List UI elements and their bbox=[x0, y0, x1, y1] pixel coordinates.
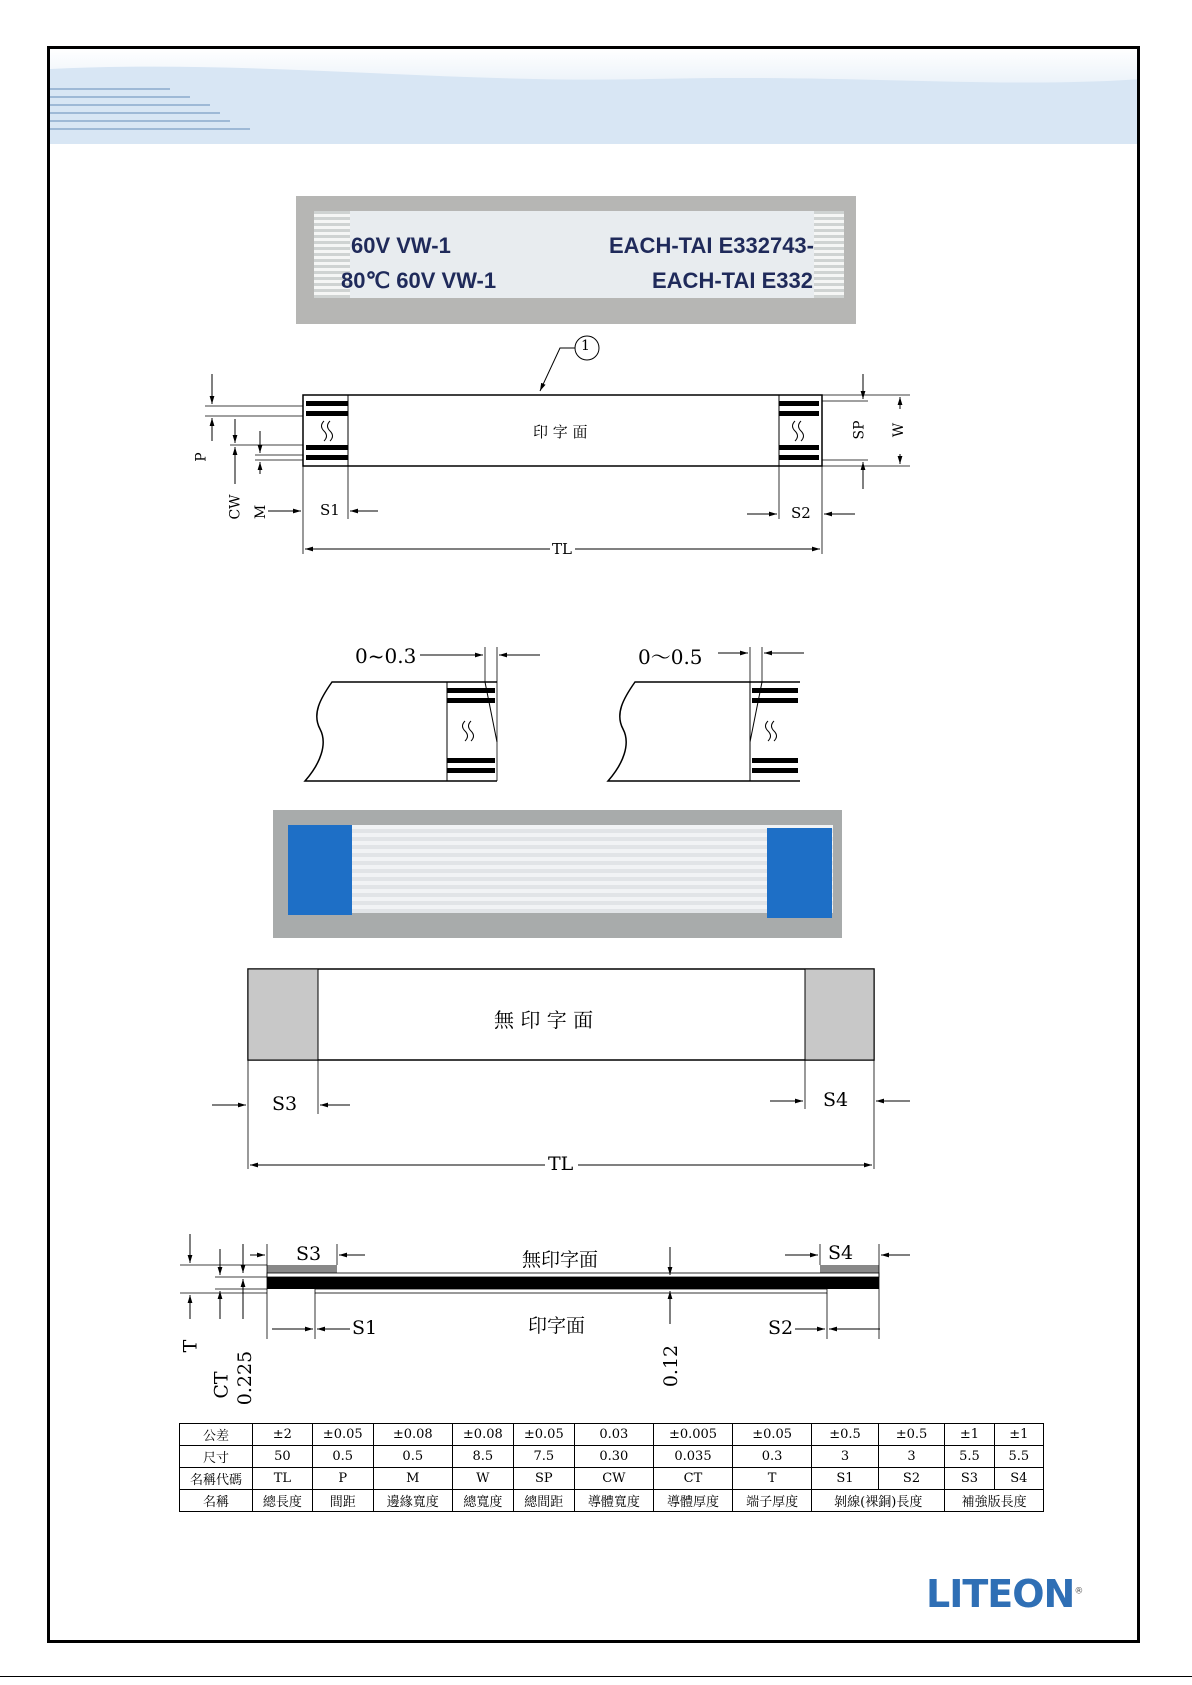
cs-label-S2: S2 bbox=[768, 1317, 794, 1339]
label-S3: S3 bbox=[272, 1093, 298, 1115]
spec-cell: ±0.5 bbox=[878, 1424, 945, 1446]
spec-cell: 3 bbox=[812, 1446, 879, 1468]
spec-cell: 0.035 bbox=[653, 1446, 732, 1468]
label-W: W bbox=[891, 422, 908, 438]
spec-cell: 50 bbox=[253, 1446, 313, 1468]
print-side-label: 印 字 面 bbox=[533, 423, 588, 441]
cs-print-label: 印字面 bbox=[528, 1315, 586, 1337]
spec-cell: 0.3 bbox=[733, 1446, 812, 1468]
print-line-3: 80℃ 60V VW-1 bbox=[341, 268, 497, 293]
spec-cell: M bbox=[373, 1468, 452, 1490]
footer-band bbox=[50, 49, 1140, 144]
label-S4: S4 bbox=[823, 1089, 849, 1111]
spec-name-cell: 邊緣寬度 bbox=[373, 1490, 452, 1512]
cs-label-T: T bbox=[179, 1339, 202, 1353]
liteon-logo-footer: LITEON® bbox=[926, 1572, 1084, 1616]
spec-cell: ±0.5 bbox=[812, 1424, 879, 1446]
spec-cell: S2 bbox=[878, 1468, 945, 1490]
cs-label-S4: S4 bbox=[828, 1242, 854, 1264]
label-P: P bbox=[193, 452, 210, 462]
spec-cell: 5.5 bbox=[945, 1446, 994, 1468]
spec-cell: T bbox=[733, 1468, 812, 1490]
label-S2: S2 bbox=[791, 504, 811, 522]
print-line-4: EACH-TAI E332 bbox=[652, 268, 813, 293]
spec-name-cell: 端子厚度 bbox=[733, 1490, 812, 1512]
spec-table bbox=[179, 1423, 1044, 1512]
spec-cell: P bbox=[312, 1468, 373, 1490]
spec-cell: ±1 bbox=[945, 1424, 994, 1446]
print-line-2: EACH-TAI E332743- bbox=[609, 233, 814, 258]
cs-label-S3: S3 bbox=[296, 1243, 322, 1265]
label-TL-2: TL bbox=[548, 1153, 574, 1175]
spec-cell: 3 bbox=[878, 1446, 945, 1468]
cs-thickness-0225: 0.225 bbox=[234, 1350, 257, 1406]
label-S1: S1 bbox=[320, 501, 340, 519]
spec-row-header: 名稱 bbox=[180, 1490, 253, 1512]
spec-cell: S4 bbox=[994, 1468, 1043, 1490]
label-CW: CW bbox=[227, 494, 244, 520]
spec-cell: CT bbox=[653, 1468, 732, 1490]
bottom-rule bbox=[0, 1676, 1192, 1677]
spec-name-cell: 總長度 bbox=[253, 1490, 313, 1512]
cs-label-CT: CT bbox=[210, 1371, 233, 1399]
spec-cell: 0.30 bbox=[574, 1446, 653, 1468]
spec-cell: ±0.05 bbox=[312, 1424, 373, 1446]
print-line-1: 60V VW-1 bbox=[351, 233, 451, 258]
skew-left-label: 0~0.3 bbox=[355, 644, 417, 668]
spec-row-header: 尺寸 bbox=[180, 1446, 253, 1468]
spec-name-cell: 總間距 bbox=[513, 1490, 574, 1512]
spec-name-cell: 導體厚度 bbox=[653, 1490, 732, 1512]
spec-cell: 0.5 bbox=[312, 1446, 373, 1468]
spec-cell: ±0.08 bbox=[452, 1424, 513, 1446]
spec-row bbox=[180, 1446, 1044, 1468]
spec-cell: 8.5 bbox=[452, 1446, 513, 1468]
label-SP: SP bbox=[851, 420, 868, 440]
spec-cell: ±0.08 bbox=[373, 1424, 452, 1446]
callout-number: 1 bbox=[581, 338, 590, 354]
label-TL: TL bbox=[552, 540, 572, 558]
spec-cell: ±1 bbox=[994, 1424, 1043, 1446]
spec-name-row bbox=[180, 1490, 1044, 1512]
spec-cell: S3 bbox=[945, 1468, 994, 1490]
cs-non-print-label: 無印字面 bbox=[522, 1249, 599, 1271]
spec-row-header: 公差 bbox=[180, 1424, 253, 1446]
skew-right-label: 0～0.5 bbox=[638, 645, 703, 669]
spec-cell: SP bbox=[513, 1468, 574, 1490]
spec-name-cell: 剝線(裸銅)長度 bbox=[812, 1490, 945, 1512]
spec-row bbox=[180, 1424, 1044, 1446]
spec-cell: ±0.05 bbox=[513, 1424, 574, 1446]
spec-name-cell: 導體寬度 bbox=[574, 1490, 653, 1512]
spec-cell: 0.03 bbox=[574, 1424, 653, 1446]
spec-cell: 5.5 bbox=[994, 1446, 1043, 1468]
spec-cell: 7.5 bbox=[513, 1446, 574, 1468]
spec-row bbox=[180, 1468, 1044, 1490]
spec-cell: ±2 bbox=[253, 1424, 313, 1446]
cs-thickness-012: 0.12 bbox=[660, 1344, 683, 1388]
spec-cell: S1 bbox=[812, 1468, 879, 1490]
spec-cell: ±0.05 bbox=[733, 1424, 812, 1446]
spec-cell: CW bbox=[574, 1468, 653, 1490]
spec-name-cell: 總寬度 bbox=[452, 1490, 513, 1512]
label-M: M bbox=[253, 504, 270, 520]
spec-cell: TL bbox=[253, 1468, 313, 1490]
spec-cell: W bbox=[452, 1468, 513, 1490]
spec-name-cell: 補強版長度 bbox=[945, 1490, 1044, 1512]
spec-cell: ±0.005 bbox=[653, 1424, 732, 1446]
spec-row-header: 名稱代碼 bbox=[180, 1468, 253, 1490]
spec-name-cell: 間距 bbox=[312, 1490, 373, 1512]
non-print-side-label: 無 印 字 面 bbox=[494, 1008, 594, 1032]
cs-label-S1: S1 bbox=[352, 1317, 378, 1339]
spec-cell: 0.5 bbox=[373, 1446, 452, 1468]
page-frame bbox=[47, 46, 1140, 1643]
